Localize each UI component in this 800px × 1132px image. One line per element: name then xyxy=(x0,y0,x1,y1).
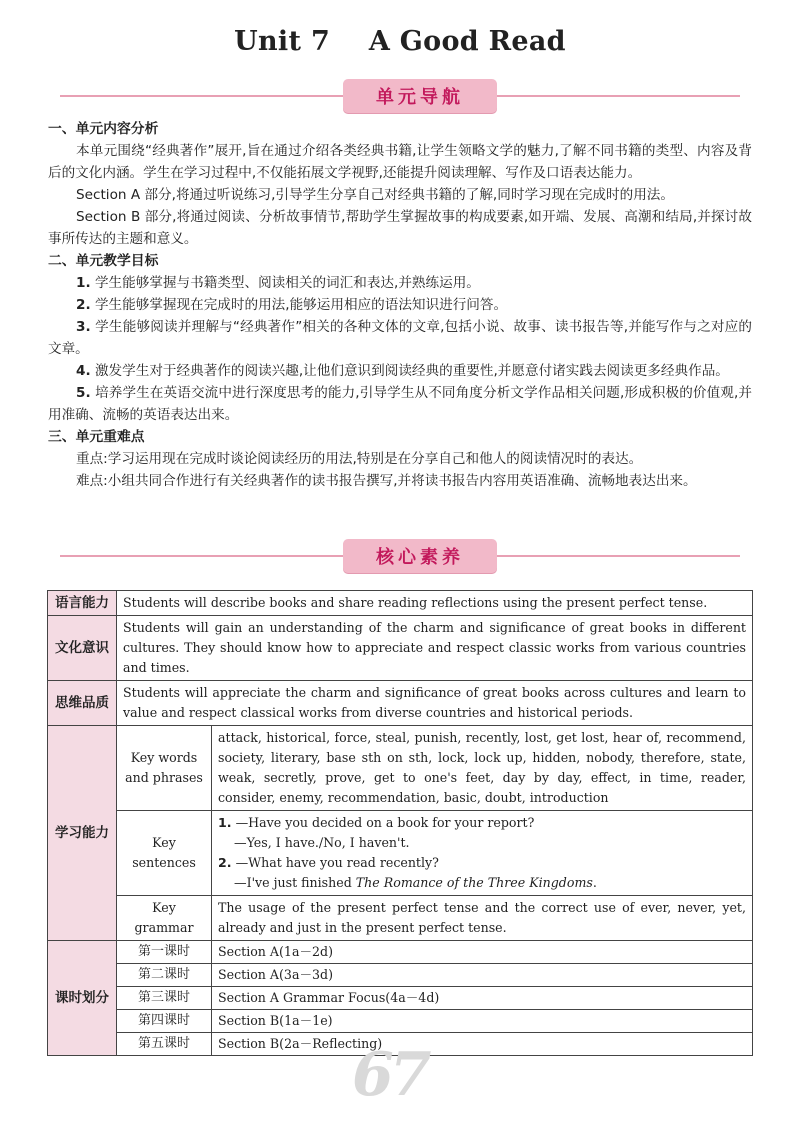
sentence-number: 2. xyxy=(218,855,232,870)
sentence-line xyxy=(218,813,746,833)
goal-item xyxy=(48,382,752,426)
goal-number: 2. xyxy=(76,297,91,313)
goal-number: 3. xyxy=(76,319,91,335)
period-cell: 第四课时 xyxy=(117,1010,212,1033)
category-cell: 文化意识 xyxy=(48,616,117,681)
key-words-cell: attack, historical, force, steal, punish, recently, lost, get lost, hear of, recommend, society, literary, base sth on sth, lock, lock up, hidden, nobody, therefore, state, weak, secretly, prove, get to one's feet, day by day, effect, in time, reader, consider, enemy, recommendation, basic, doubt, introduction xyxy=(212,726,753,811)
section-cell: Section A(3a－3d) xyxy=(212,964,753,987)
subcategory-cell: Key grammar xyxy=(117,896,212,941)
goal-text: 激发学生对于经典著作的阅读兴趣,让他们意识到阅读经典的重要性,并愿意付诸实践去阅读更多经典作品。 xyxy=(94,363,729,379)
sentence-text: —Have you decided on a book for your report? xyxy=(235,815,535,830)
period-cell: 第一课时 xyxy=(117,941,212,964)
table-row xyxy=(48,941,753,964)
banner-divider-right xyxy=(497,555,740,557)
description-cell: Students will gain an understanding of the charm and significance of great books in different cultures. They should know how to appreciate and respect classic works from various countries and times. xyxy=(117,616,753,681)
banner-label: 核心素养 xyxy=(376,547,464,568)
page-number: 67 xyxy=(352,1040,428,1110)
sentence-text: —Yes, I have./No, I haven't. xyxy=(234,835,410,850)
sentence-line xyxy=(218,853,746,873)
goal-text: 学生能够阅读并理解与“经典著作”相关的各种文体的文章,包括小说、故事、读书报告等,并能写作与之对应的文章。 xyxy=(48,319,752,357)
goal-item xyxy=(48,272,752,294)
core-literacy-table xyxy=(47,590,753,1056)
goal-text: 学生能够掌握现在完成时的用法,能够运用相应的语法知识进行问答。 xyxy=(94,297,508,313)
paragraph: Section B 部分,将通过阅读、分析故事情节,帮助学生掌握故事的构成要素,如开端、发展、高潮和结局,并探讨故事所传达的主题和意义。 xyxy=(48,209,752,247)
table-row xyxy=(48,681,753,726)
table-row xyxy=(48,811,753,896)
table-row xyxy=(48,896,753,941)
sentence-number: 1. xyxy=(218,815,232,830)
key-point: 重点:学习运用现在完成时谈论阅读经历的用法,特别是在分享自己和他人的阅读情况时的表达。 xyxy=(76,451,643,467)
goal-item xyxy=(48,360,752,382)
section-heading-content-analysis: 一、单元内容分析 xyxy=(48,121,159,137)
category-cell: 学习能力 xyxy=(48,726,117,941)
unit-navigation-content xyxy=(48,118,752,492)
period-cell: 第三课时 xyxy=(117,987,212,1010)
period-cell: 第五课时 xyxy=(117,1033,212,1056)
goal-number: 5. xyxy=(76,385,91,401)
category-cell: 课时划分 xyxy=(48,941,117,1056)
sentence-text: . xyxy=(592,875,597,890)
table-row xyxy=(48,591,753,616)
banner-label: 单元导航 xyxy=(376,87,464,108)
section-cell: Section A Grammar Focus(4a－4d) xyxy=(212,987,753,1010)
section-banner-unit-nav xyxy=(60,76,740,116)
book-title: The Romance of the Three Kingdoms xyxy=(355,875,593,890)
sentence-line xyxy=(218,833,746,853)
section-heading-key-points: 三、单元重难点 xyxy=(48,429,145,445)
banner-divider-left xyxy=(60,95,343,97)
goal-text: 学生能够掌握与书籍类型、阅读相关的词汇和表达,并熟练运用。 xyxy=(94,275,480,291)
section-cell: Section A(1a－2d) xyxy=(212,941,753,964)
banner-divider-right xyxy=(497,95,740,97)
period-cell: 第二课时 xyxy=(117,964,212,987)
page-title: Unit 7 A Good Read xyxy=(234,26,566,57)
sentence-line xyxy=(218,873,746,893)
key-sentences-cell xyxy=(212,811,753,896)
category-cell: 思维品质 xyxy=(48,681,117,726)
sentence-text: —What have you read recently? xyxy=(235,855,439,870)
section-heading-teaching-goals: 二、单元教学目标 xyxy=(48,253,159,269)
table-row xyxy=(48,987,753,1010)
section-cell: Section B(1a－1e) xyxy=(212,1010,753,1033)
section-cell: Section B(2a－Reflecting) xyxy=(212,1033,753,1056)
paragraph: 本单元围绕“经典著作”展开,旨在通过介绍各类经典书籍,让学生领略文学的魅力,了解不同书籍的类型、内容及背后的文化内涵。学生在学习过程中,不仅能拓展文学视野,还能提升阅读理解、写作及口语表达能力。 xyxy=(48,143,752,181)
banner-tag xyxy=(343,539,497,573)
goal-text: 培养学生在英语交流中进行深度思考的能力,引导学生从不同角度分析文学作品相关问题,形成积极的价值观,并用准确、流畅的英语表达出来。 xyxy=(48,385,752,423)
key-grammar-cell: The usage of the present perfect tense and the correct use of ever, never, yet, already and just in the present perfect tense. xyxy=(212,896,753,941)
subcategory-cell: Key words and phrases xyxy=(117,726,212,811)
table-row xyxy=(48,1010,753,1033)
goal-item xyxy=(48,316,752,360)
table-row xyxy=(48,726,753,811)
paragraph: Section A 部分,将通过听说练习,引导学生分享自己对经典书籍的了解,同时学习现在完成时的用法。 xyxy=(76,187,674,203)
description-cell: Students will describe books and share reading reflections using the present perfect tense. xyxy=(117,591,753,616)
section-banner-core-literacy xyxy=(60,536,740,576)
subcategory-cell: Key sentences xyxy=(117,811,212,896)
sentence-text: —I've just finished xyxy=(234,875,356,890)
banner-divider-left xyxy=(60,555,343,557)
goal-number: 4. xyxy=(76,363,91,379)
table-row xyxy=(48,964,753,987)
difficult-point: 难点:小组共同合作进行有关经典著作的读书报告撰写,并将读书报告内容用英语准确、流畅地表达出来。 xyxy=(76,473,697,489)
banner-tag xyxy=(343,79,497,113)
goal-item xyxy=(48,294,752,316)
description-cell: Students will appreciate the charm and significance of great books across cultures and learn to value and respect classical works from diverse countries and historical periods. xyxy=(117,681,753,726)
table-row xyxy=(48,616,753,681)
goal-number: 1. xyxy=(76,275,91,291)
category-cell: 语言能力 xyxy=(48,591,117,616)
